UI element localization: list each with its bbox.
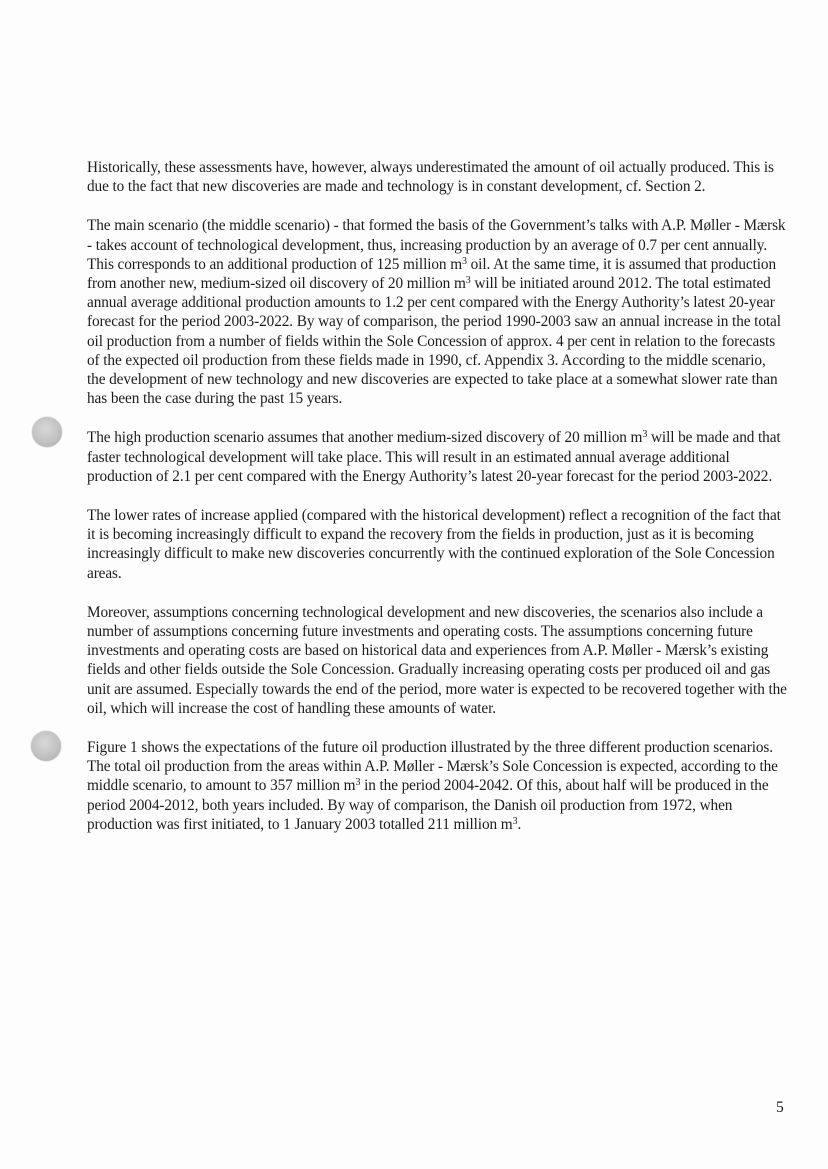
paragraph-p5 (87, 603, 787, 718)
superscript: 3 (355, 777, 361, 789)
paragraph-text: Historically, these assessments have, however, always underestimated the amount of oil actually produced. This is due to the fact that new discoveries are made and technology is in constant development, cf. Section 2. (87, 159, 774, 196)
superscript: 3 (465, 275, 471, 287)
punch-hole-icon (32, 417, 62, 447)
superscript: 3 (642, 429, 648, 441)
paragraph-text: The lower rates of increase applied (compared with the historical development) reflect a recognition of the fact that it is becoming increasingly difficult to expand the recovery from the fields in production, just as it is becoming increasingly difficult to make new discoveries concurrently with the continued exploration of the Sole Concession areas. (87, 507, 781, 582)
punch-hole-icon (31, 731, 61, 761)
paragraph-text: The high production scenario assumes that another medium-sized discovery of 20 million m (87, 429, 643, 447)
document-body (87, 158, 787, 854)
paragraph-text: will be initiated around 2012. The total estimated annual average additional production amounts to 1.2 per cent compared with the Energy Authority’s latest 20-year forecast for the period 2003-2022. By way of comparison, the period 1990-2003 saw an annual increase in the total oil production from a number of fields within the Sole Concession of approx. 4 per cent in relation to the forecasts of the expected oil production from these fields made in 1990, cf. Appendix 3. According to the middle scenario, the development of new technology and new discoveries are expected to take place at a somewhat slower rate than has been the case during the past 15 years. (87, 275, 781, 408)
paragraph-p3 (87, 428, 787, 486)
paragraph-text: Figure 1 shows the expectations of the future oil production illustrated by the three different production scenarios. The total oil production from the areas within A.P. Møller - Mærsk’s Sole Concession is expected, according to the middle scenario, to amount to 357 million m (87, 739, 778, 795)
paragraph-text: oil. At the same time, it is assumed that production from another new, medium-sized oil discovery of 20 million m (87, 255, 776, 293)
paragraph-text: The main scenario (the middle scenario) - that formed the basis of the Government’s talks with A.P. Møller - Mærsk - takes account of technological development, thus, increasing production by an average of 0.7 per cent annually. This corresponds to an additional production of 125 million m (87, 217, 786, 273)
paragraph-text: . (517, 815, 522, 833)
superscript: 3 (462, 255, 467, 267)
paragraph-text: will be made and that faster technological development will take place. This will result in an estimated annual average additional production of 2.1 per cent compared with the Energy Authority’s latest 20-year forecast for the period 2003-2022. (87, 429, 781, 485)
superscript: 3 (512, 815, 518, 827)
paragraph-text: Moreover, assumptions concerning technological development and new discoveries, the scenarios also include a number of assumptions concerning future investments and operating costs. The assumptions concerning future investments and operating costs are based on historical data and experiences from A.P. Møller - Mærsk’s existing fields and other fields outside the Sole Concession. Gradually increasing operating costs per produced oil and gas unit are assumed. Especially towards the end of the period, more water is expected to be recovered together with the oil, which will increase the cost of handling these amounts of water. (87, 603, 787, 717)
paragraph-p6 (87, 738, 787, 834)
paragraph-p2 (87, 216, 787, 408)
page-number: 5 (776, 1099, 784, 1116)
paragraph-p4 (87, 506, 787, 583)
paragraph-p1 (87, 158, 787, 196)
paragraph-text: in the period 2004-2042. Of this, about half will be produced in the period 2004-2012, both years included. By way of comparison, the Danish oil production from 1972, when production was first initiated, to 1 January 2003 totalled 211 million m (87, 777, 769, 833)
